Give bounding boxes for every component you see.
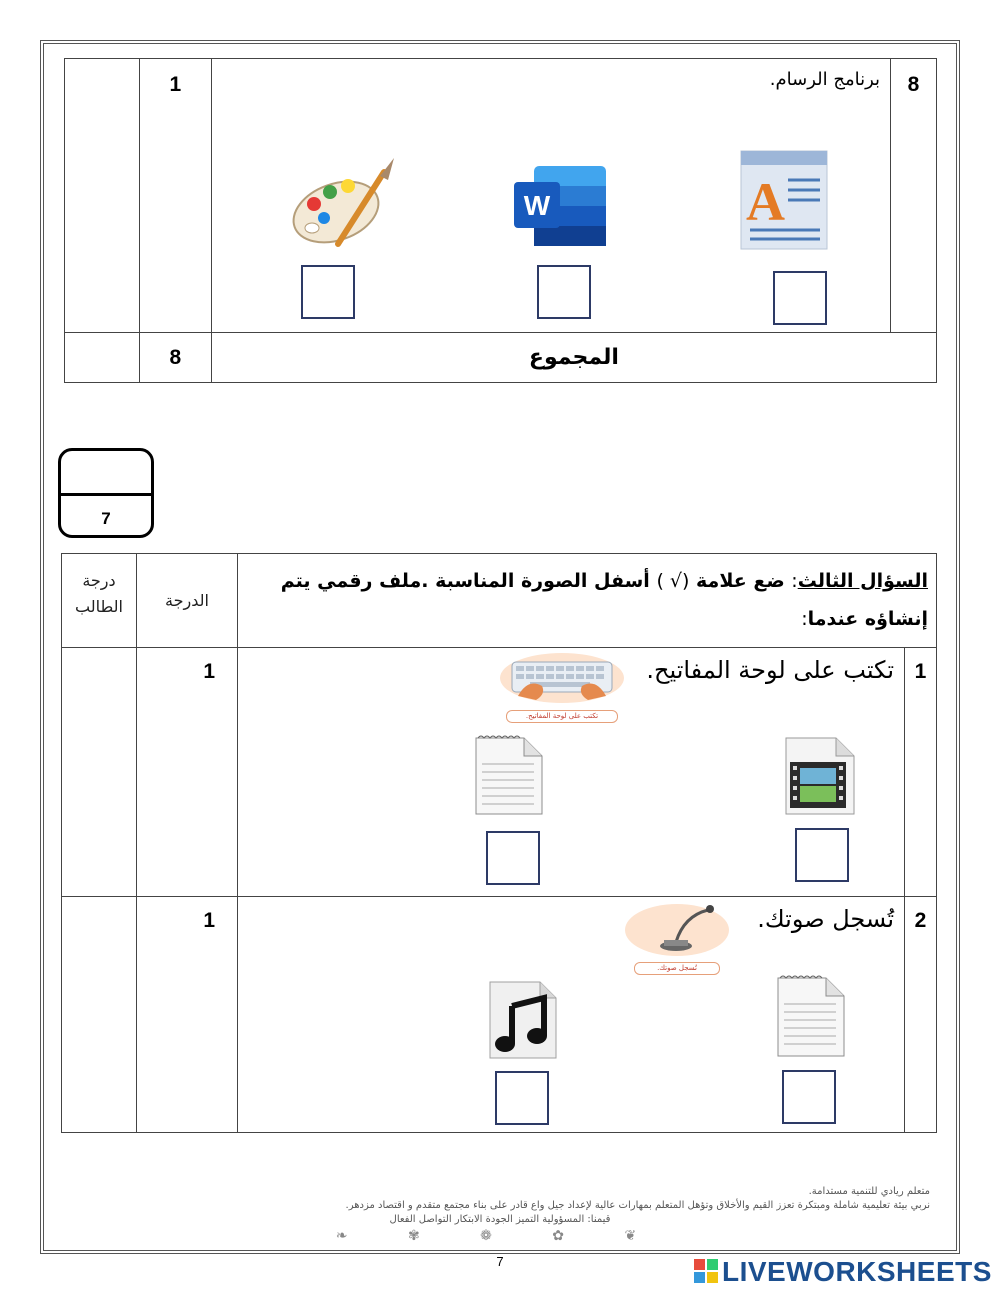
- q1-option-checkbox-video[interactable]: [795, 828, 849, 882]
- q2-grade-cell: 1: [137, 897, 238, 1133]
- liveworksheets-logo-icon: [694, 1259, 718, 1283]
- section-score-box: [58, 448, 154, 538]
- svg-text:A: A: [746, 172, 785, 232]
- option-checkbox-word[interactable]: [537, 265, 591, 319]
- question-number-cell: 8: [891, 59, 937, 333]
- section-score-value: 7: [101, 509, 111, 528]
- total-student-cell[interactable]: [65, 333, 140, 383]
- footer-vision: متعلم ريادي للتنمية مستدامة.: [808, 1186, 930, 1197]
- grade-cell: 1: [139, 59, 211, 333]
- option-checkbox-paint[interactable]: [301, 265, 355, 319]
- student-grade-cell[interactable]: [65, 59, 140, 333]
- total-label: المجموع: [528, 345, 619, 370]
- q2-number-cell: 2: [905, 897, 937, 1133]
- total-value: 8: [169, 345, 182, 369]
- q1-text: تكتب على لوحة المفاتيح.: [646, 656, 894, 684]
- keyboard-image-caption: تكتب على لوحة المفاتيح.: [506, 710, 618, 723]
- student-grade-header: درجة الطالب: [75, 571, 123, 616]
- audio-file-icon: [488, 980, 558, 1060]
- footer-emblems: ❦ ✿ ❁ ✾ ❧: [335, 1228, 665, 1244]
- q1-option-checkbox-text[interactable]: [486, 831, 540, 885]
- microphone-recording-image: [624, 902, 730, 974]
- microphone-icon: [624, 902, 730, 956]
- grade-header: الدرجة: [165, 591, 209, 610]
- total-label-cell: [211, 333, 936, 383]
- text-file-icon: [776, 974, 846, 1058]
- footer-values: قيمنا: المسؤولية التميز الجودة الابتكار التواصل الفعال: [389, 1214, 611, 1225]
- q1-student-grade-cell[interactable]: [62, 648, 137, 897]
- section3-title: السؤال الثالث: ضع علامة (√ ) أسفل الصورة المناسبة .ملف رقمي يتم إنشاؤه عندما:: [280, 570, 928, 630]
- q1-number-cell: 1: [905, 648, 937, 897]
- keyboard-typing-image: [498, 652, 626, 718]
- page-number: 7: [496, 1254, 504, 1269]
- grade-header-cell: [137, 554, 238, 648]
- q2-option-checkbox-audio[interactable]: [495, 1071, 549, 1125]
- question-text: برنامج الرسام.: [769, 69, 881, 90]
- keyboard-icon: [498, 652, 626, 704]
- section3-header-cell: [238, 554, 937, 648]
- liveworksheets-brand[interactable]: [694, 1256, 992, 1288]
- student-grade-header-cell: [62, 554, 137, 648]
- q2-option-checkbox-text[interactable]: [782, 1070, 836, 1124]
- wordpad-icon: [740, 150, 828, 250]
- total-value-cell: [139, 333, 211, 383]
- brand-text: LIVEWORKSHEETS: [722, 1256, 992, 1287]
- microphone-image-caption: تُسجل صوتك.: [634, 962, 720, 975]
- word-letter: W: [523, 190, 551, 221]
- text-file-icon: [474, 734, 544, 816]
- q1-grade-cell: 1: [137, 648, 238, 897]
- q2-student-grade-cell[interactable]: [62, 897, 137, 1133]
- q2-text: تُسجل صوتك.: [757, 905, 894, 933]
- footer-mission: نربي بيئة تعليمية شاملة ومبتكرة تعزز القيم والأخلاق وتؤهل المتعلم بمهارات عالية لإعداد جيل واع قادر على بناء مجتمع متقدم و اقتصاد مزدهر.: [345, 1200, 930, 1211]
- paint-icon: [290, 154, 398, 250]
- option-checkbox-wordpad[interactable]: [773, 271, 827, 325]
- video-file-icon: [784, 736, 856, 816]
- school-footer: [70, 1185, 930, 1243]
- word-icon: [512, 164, 608, 248]
